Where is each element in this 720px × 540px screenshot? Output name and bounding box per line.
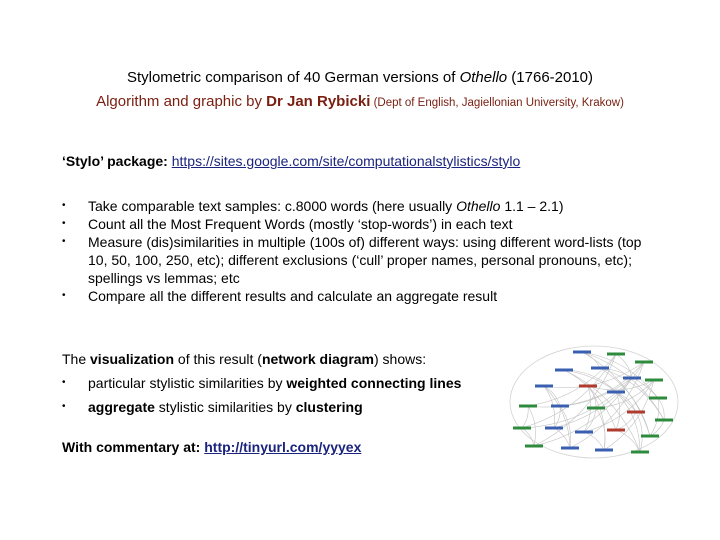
author-name: Dr Jan Rybicki [266, 93, 371, 110]
network-node [561, 447, 579, 450]
network-node [641, 435, 659, 438]
method-item [62, 215, 662, 233]
network-node [591, 367, 609, 370]
viz-item-1-a: particular stylistic similarities by [88, 375, 287, 391]
method-item [62, 287, 662, 305]
network-edge [582, 352, 600, 368]
viz-intro-c: of this result ( [174, 351, 262, 367]
commentary-link[interactable]: http://tinyurl.com/yyyex [204, 439, 362, 455]
viz-intro-b: visualization [90, 351, 175, 367]
network-node [635, 361, 653, 364]
subtitle-prefix: Algorithm and graphic by [96, 93, 267, 110]
method-item [62, 197, 662, 215]
network-node [575, 431, 593, 434]
viz-item-2-a: aggregate [88, 399, 155, 415]
method-list [62, 197, 662, 305]
network-node [631, 451, 649, 454]
viz-item [62, 395, 512, 419]
author-affiliation: (Dept of English, Jagiellonian University, Krakow) [370, 97, 624, 109]
network-node [623, 377, 641, 380]
network-node [607, 391, 625, 394]
network-node [545, 427, 563, 430]
stylo-link[interactable]: https://sites.google.com/site/computationalstylistics/stylo [171, 153, 521, 169]
visualization-section [62, 347, 512, 419]
network-edge [554, 428, 570, 448]
network-diagram-thumbnail [504, 340, 684, 464]
network-edge [522, 406, 528, 428]
method-item-3: Measure (dis)similarities in multiple (100s of) different ways: using different word-lists (top 10, 50, 100, 250, etc); different exclusions (‘cull’ proper names, personal pronouns, etc); spellings vs lemmas; etc [88, 234, 642, 286]
network-edge [616, 354, 632, 378]
network-node [627, 411, 645, 414]
title-block [0, 66, 720, 115]
method-item-1-prefix: Take comparable text samples: c.8000 words (here usually [88, 198, 457, 214]
network-edge [650, 420, 664, 436]
method-item-1-italic: Othello [456, 198, 501, 214]
network-node [555, 369, 573, 372]
network-node [551, 405, 569, 408]
title-prefix: Stylometric comparison of 40 German versions of [126, 69, 460, 86]
commentary-label: With commentary at: [62, 439, 205, 455]
bullet-icon: • [62, 200, 66, 211]
network-node [573, 351, 591, 354]
viz-intro-d: network diagram [261, 351, 374, 367]
viz-item-2-b: stylistic similarities by [154, 399, 296, 415]
network-nodes [513, 351, 673, 454]
viz-item-1-b: weighted connecting lines [286, 375, 462, 391]
method-item [62, 233, 662, 287]
network-node [525, 445, 543, 448]
bullet-icon: • [62, 218, 66, 229]
bullet-icon: • [62, 401, 66, 412]
viz-item [62, 371, 512, 395]
bullet-icon: • [62, 236, 66, 247]
network-node [607, 353, 625, 356]
network-edge [596, 408, 605, 450]
network-edge [584, 432, 604, 450]
network-node [649, 397, 667, 400]
network-edge [636, 412, 642, 452]
network-node [587, 407, 605, 410]
visualization-intro [62, 347, 512, 371]
method-item-1-suffix: 1.1 – 2.1) [500, 198, 564, 214]
viz-intro-a: The [62, 351, 91, 367]
network-node [519, 405, 537, 408]
title-play-name: Othello [459, 69, 508, 86]
commentary-line [62, 439, 361, 455]
bullet-icon: • [62, 377, 66, 388]
slide-title [0, 66, 720, 90]
title-dates: (1766-2010) [507, 69, 594, 86]
method-item-2: Count all the Most Frequent Words (mostly ‘stop-words’) in each text [88, 216, 513, 232]
network-node [595, 449, 613, 452]
method-item-4: Compare all the different results and calculate an aggregate result [88, 288, 498, 304]
slide-subtitle [0, 90, 720, 115]
viz-item-2-c: clustering [295, 399, 363, 415]
stylo-package-line [62, 153, 520, 169]
stylo-label: ‘Stylo’ package: [62, 153, 168, 169]
network-node [579, 385, 597, 388]
network-node [655, 419, 673, 422]
network-node [513, 427, 531, 430]
network-node [607, 429, 625, 432]
network-edge [616, 430, 640, 452]
network-node [645, 379, 663, 382]
network-edge [528, 354, 616, 406]
network-node [535, 385, 553, 388]
bullet-icon: • [62, 290, 66, 301]
viz-intro-e: ) shows: [374, 351, 427, 367]
